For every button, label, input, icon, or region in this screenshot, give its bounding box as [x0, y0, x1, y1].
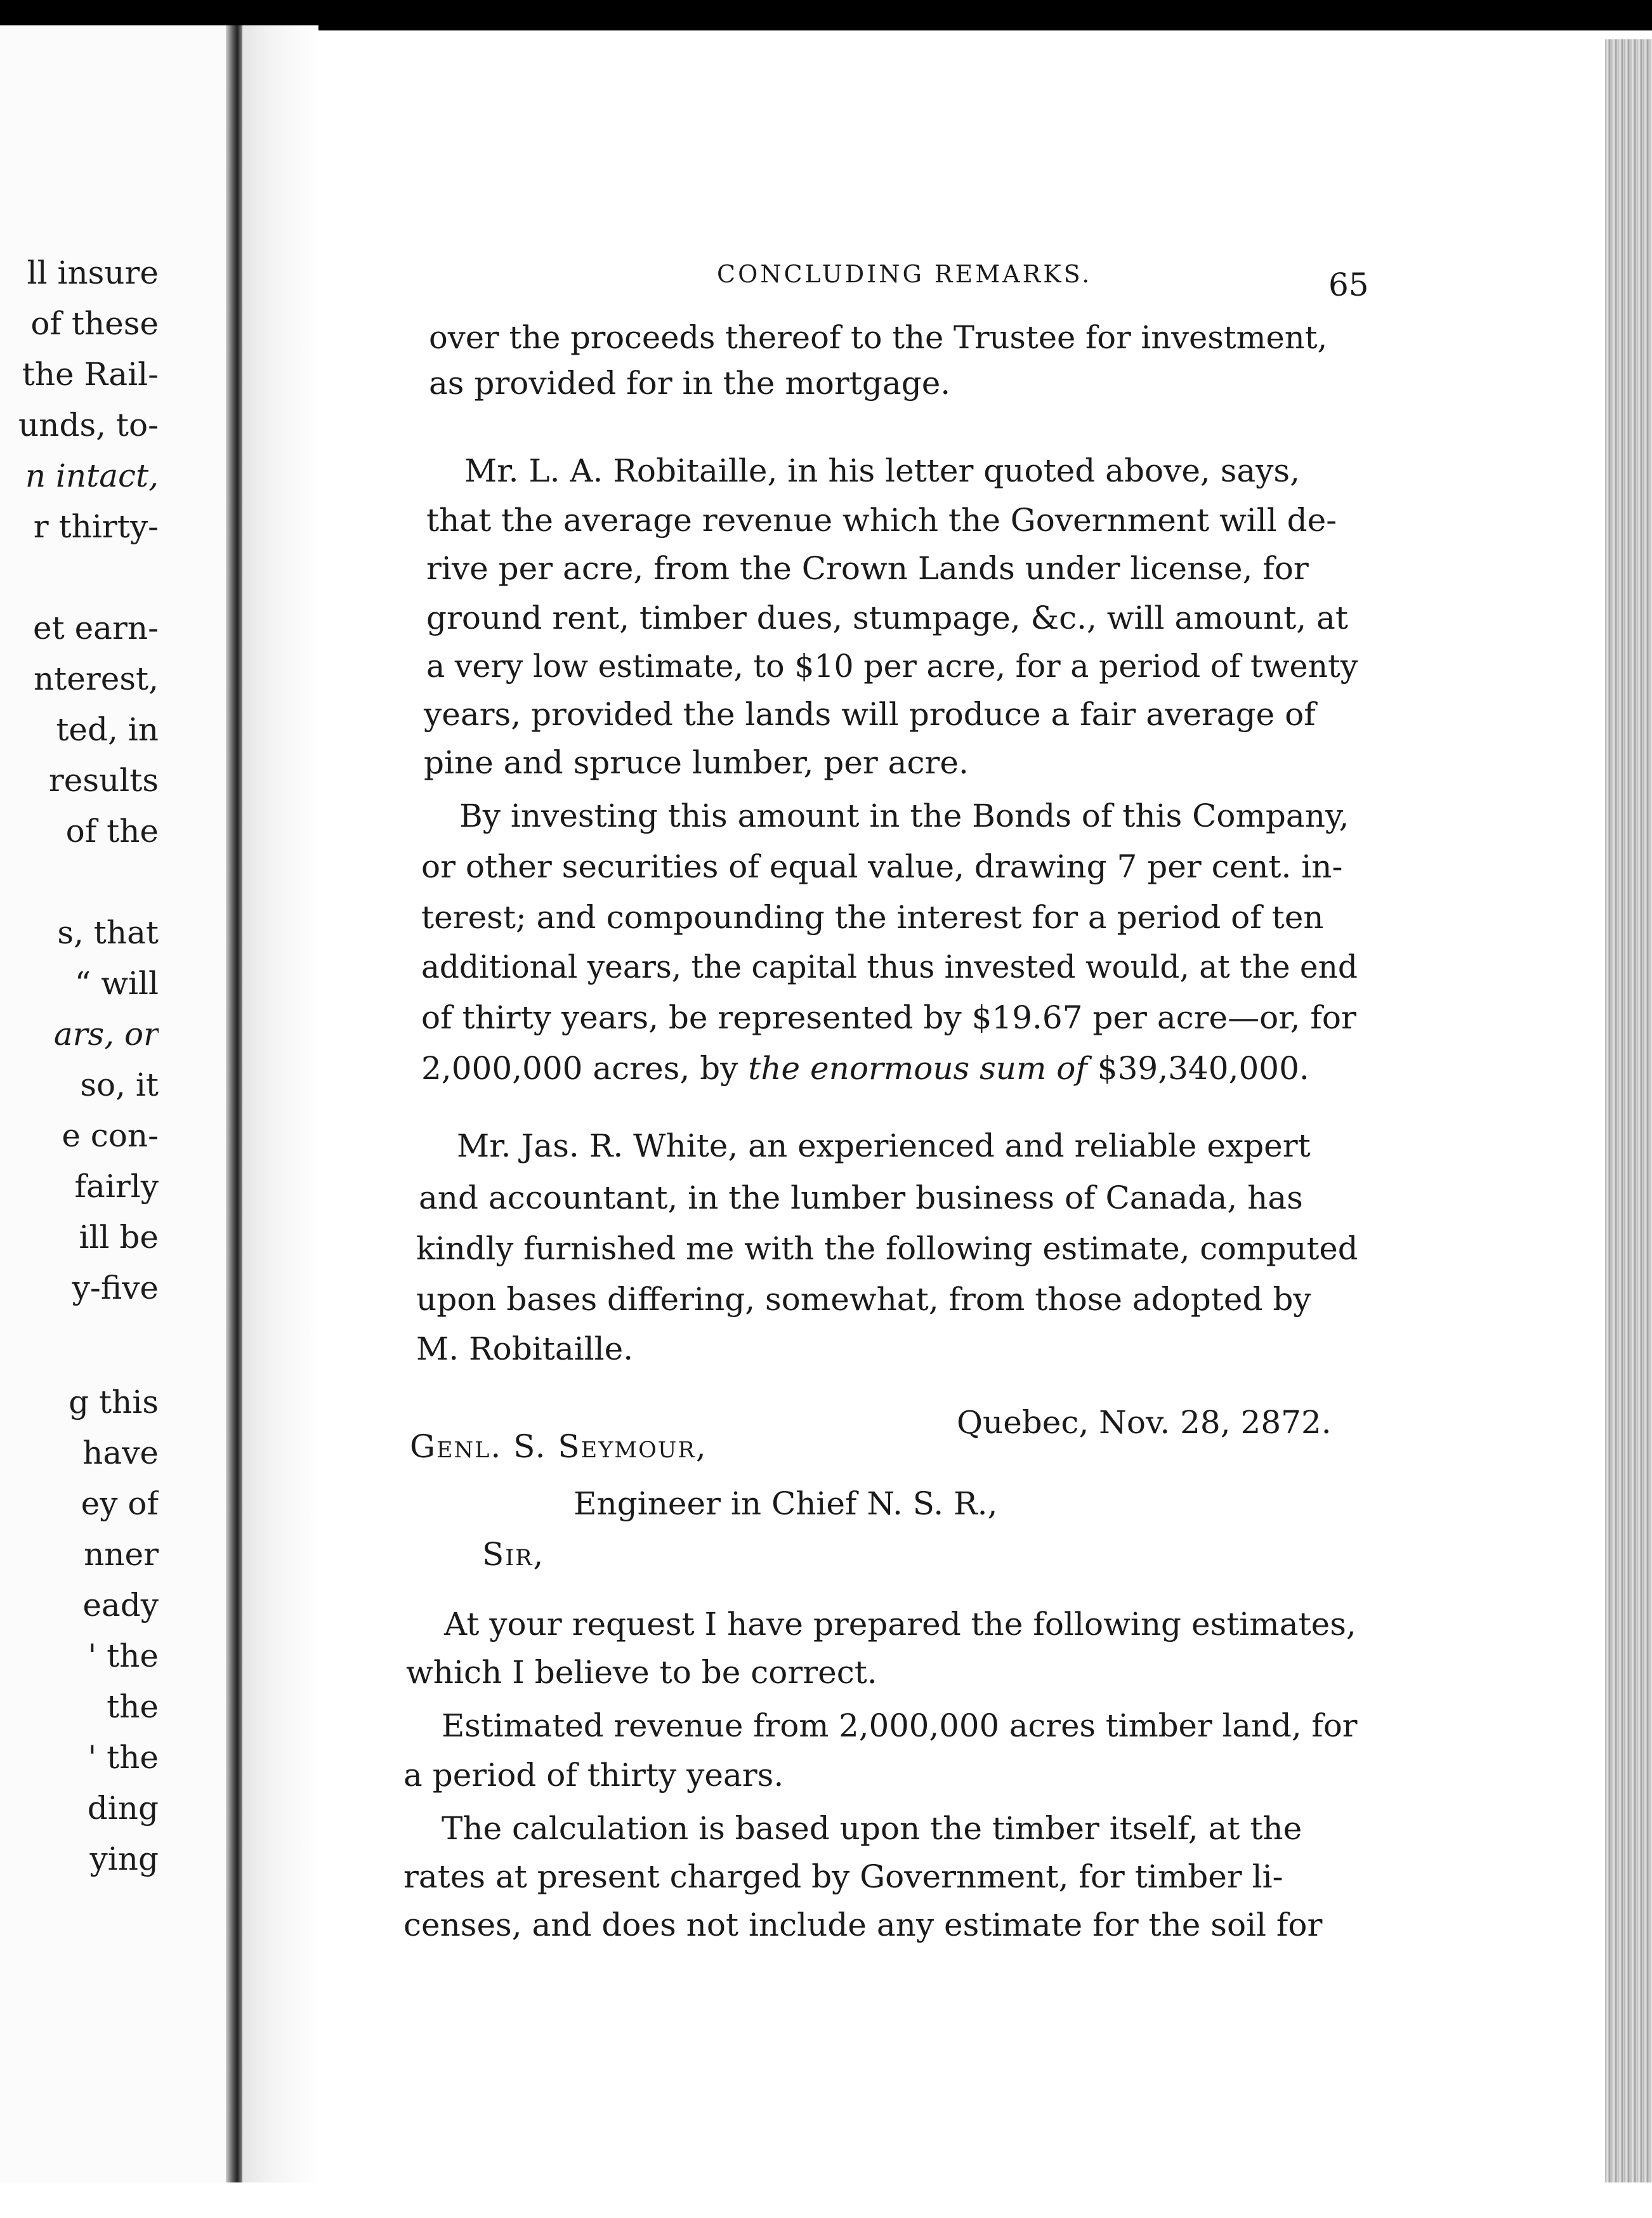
text-line: and accountant, in the lumber business of Canada, has	[419, 1179, 1303, 1216]
text-line: over the proceeds thereof to the Trustee for investment,	[429, 319, 1328, 356]
left-line: g this	[69, 1384, 159, 1421]
text-line	[421, 1049, 1309, 1087]
left-line: have	[82, 1434, 159, 1471]
left-line: nner	[84, 1536, 159, 1573]
text-line: rive per acre, from the Crown Lands under license, for	[426, 550, 1309, 587]
page-edges	[1605, 39, 1652, 2209]
text-line: pine and spruce lumber, per acre.	[424, 744, 969, 781]
text-line: Mr. Jas. R. White, an experienced and reliable expert	[457, 1127, 1311, 1164]
text-line: years, provided the lands will produce a fair average of	[424, 696, 1316, 733]
text-line: which I believe to be correct.	[406, 1654, 877, 1691]
left-line: so, it	[80, 1066, 159, 1103]
text-line: By investing this amount in the Bonds of this Company,	[459, 797, 1349, 834]
italic-phrase: the enormous sum of	[748, 1050, 1087, 1087]
left-line: e con-	[62, 1117, 159, 1154]
text-line: of thirty years, be represented by $19.67 per acre—or, for	[421, 999, 1356, 1036]
text-line: M. Robitaille.	[416, 1330, 634, 1367]
left-line: ' the	[88, 1637, 159, 1674]
left-line: results	[48, 762, 159, 799]
left-line: “ will	[74, 965, 159, 1002]
text-line: rates at present charged by Government, for timber li-	[403, 1858, 1283, 1895]
left-line: fairly	[74, 1168, 159, 1205]
text-run: 2,000,000 acres, by	[421, 1050, 749, 1087]
letter-title: Engineer in Chief N. S. R.,	[574, 1485, 998, 1522]
text-line: ground rent, timber dues, stumpage, &c., will amount, at	[426, 600, 1348, 636]
text-line: a very low estimate, to $10 per acre, for a period of twenty	[426, 648, 1358, 685]
text-line: additional years, the capital thus invested would, at the end	[421, 948, 1358, 985]
text-line: Mr. L. A. Robitaille, in his letter quoted above, says,	[464, 452, 1300, 489]
text-line: a period of thirty years.	[403, 1757, 784, 1794]
letter-addressee: Genl. S. Seymour,	[410, 1428, 707, 1465]
text-line: The calculation is based upon the timber itself, at the	[442, 1810, 1302, 1847]
left-line: of the	[65, 813, 159, 850]
left-line: ' the	[88, 1739, 159, 1776]
text-line: At your request I have prepared the following estimates,	[444, 1606, 1356, 1643]
text-run: $39,340,000.	[1087, 1050, 1309, 1087]
left-line: n intact,	[25, 457, 159, 494]
left-line: et earn-	[33, 610, 159, 646]
text-line: upon bases differing, somewhat, from those adopted by	[416, 1281, 1311, 1318]
scan-bottom-margin	[0, 2182, 1652, 2218]
book-gutter-fade	[242, 25, 318, 2208]
left-line: unds, to-	[18, 407, 159, 443]
left-line: ted, in	[56, 711, 159, 748]
left-line: ey of	[81, 1485, 159, 1522]
text-line: censes, and does not include any estimate for the soil for	[403, 1906, 1323, 1943]
left-line: of these	[30, 305, 159, 342]
left-line: y-five	[72, 1270, 159, 1306]
text-line: Estimated revenue from 2,000,000 acres timber land, for	[442, 1707, 1358, 1744]
letter-date: Quebec, Nov. 28, 2872.	[957, 1404, 1332, 1441]
left-line: s, that	[57, 914, 159, 951]
left-line: nterest,	[33, 660, 159, 697]
text-line: that the average revenue which the Government will de-	[426, 502, 1337, 539]
left-line: r thirty-	[33, 508, 159, 545]
text-line: as provided for in the mortgage.	[429, 365, 951, 402]
text-line: or other securities of equal value, drawing 7 per cent. in-	[421, 848, 1343, 885]
left-line: ars, or	[53, 1016, 159, 1053]
left-line: the Rail-	[22, 356, 159, 393]
left-line: the	[107, 1688, 159, 1725]
left-line: ying	[89, 1841, 159, 1877]
text-line: kindly furnished me with the following estimate, computed	[416, 1230, 1358, 1267]
page-number: 65	[1328, 266, 1369, 303]
text-line: terest; and compounding the interest for a period of ten	[421, 899, 1324, 936]
left-line: ll insure	[27, 254, 159, 291]
left-line: ill be	[79, 1219, 159, 1256]
letter-salutation: Sir,	[482, 1536, 545, 1573]
book-gutter-shadow	[226, 25, 242, 2208]
running-header: CONCLUDING REMARKS.	[717, 260, 1092, 288]
left-line: eady	[82, 1587, 159, 1624]
left-line: ding	[87, 1790, 159, 1827]
